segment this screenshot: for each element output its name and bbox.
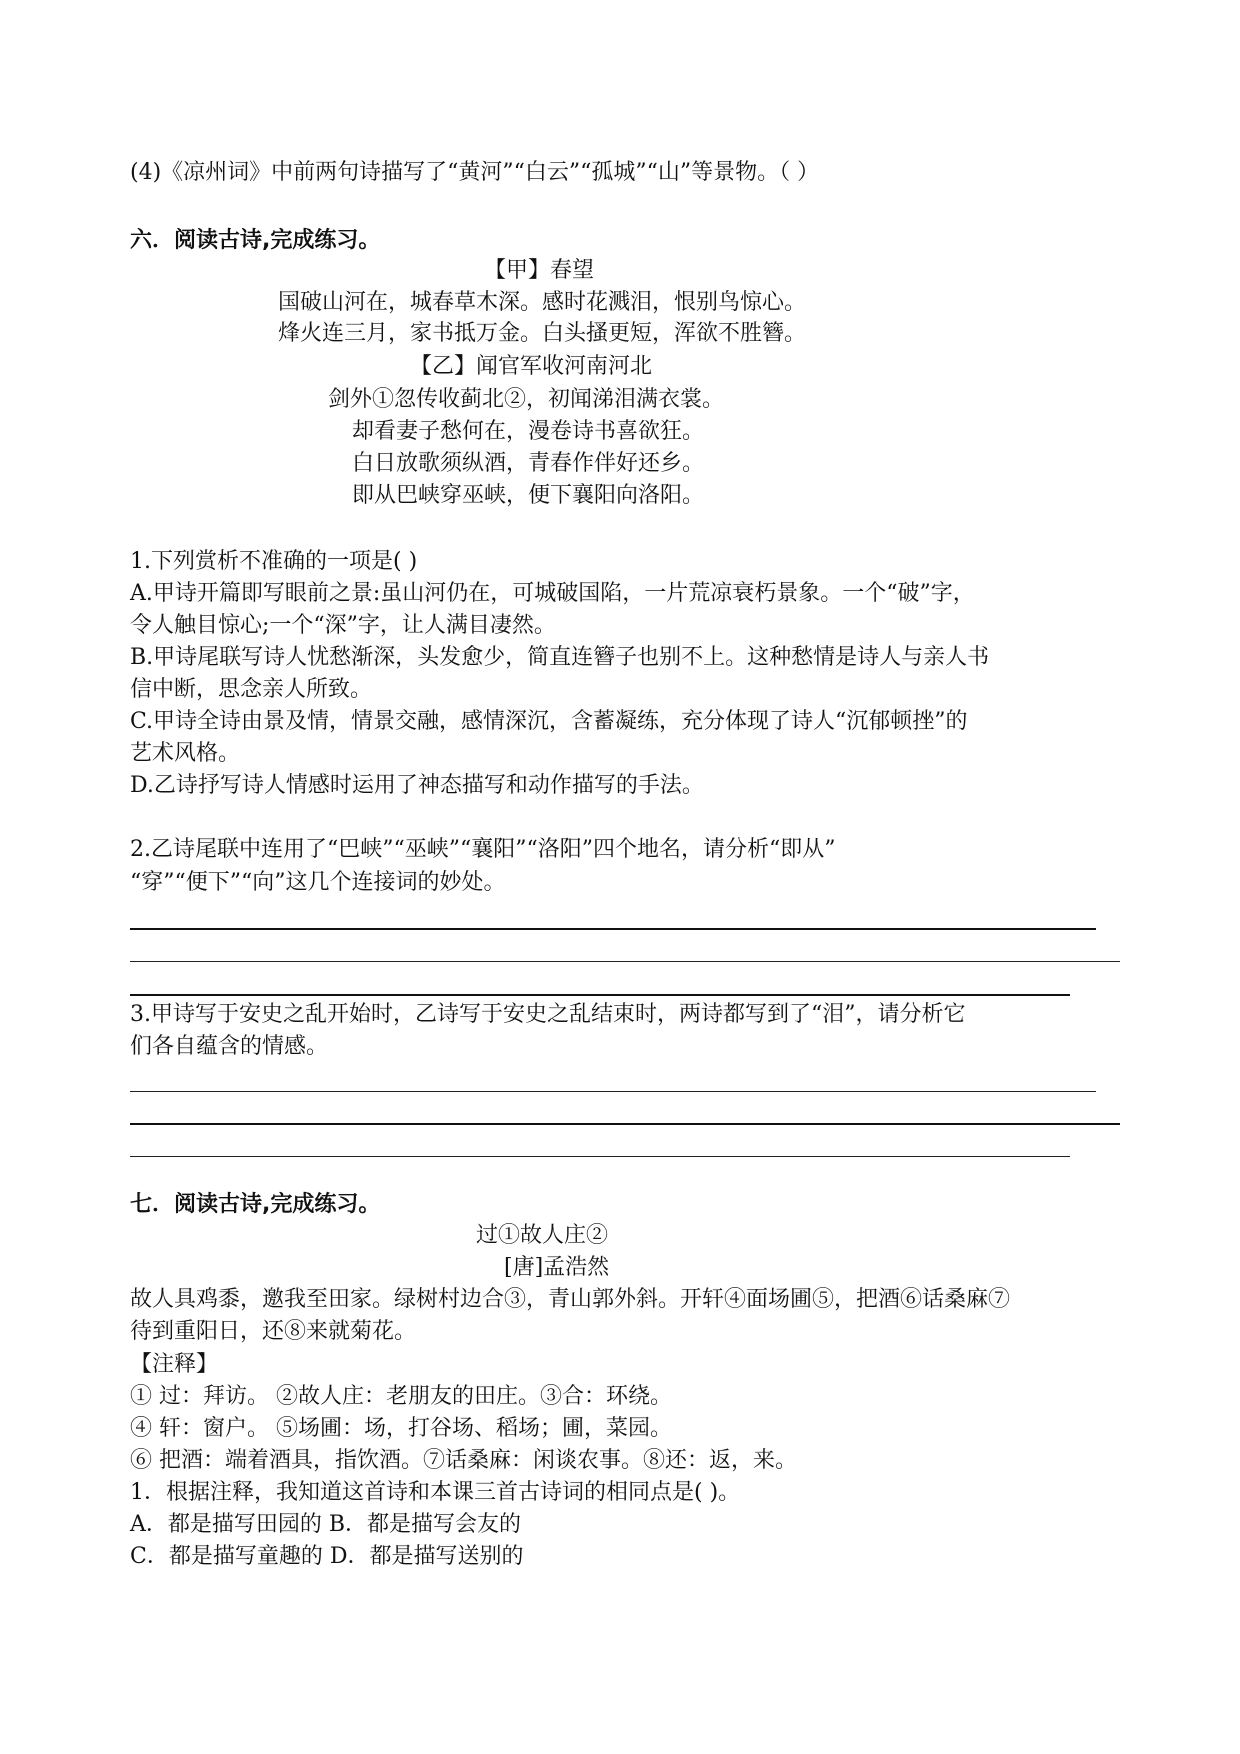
answer-line[interactable] [130, 994, 1070, 996]
answer-line[interactable] [130, 1156, 1070, 1157]
poem-b-line: 白日放歌须纵酒，青春作伴好还乡。 [352, 451, 705, 476]
question-1-stem: 1.下列赏析不准确的一项是( ) [130, 549, 418, 574]
answer-line[interactable] [130, 1091, 1096, 1092]
question-2-line: 2.乙诗尾联中连用了“巴峡”“巫峡”“襄阳”“洛阳”四个地名，请分析“即从” [130, 837, 836, 862]
poem-author: [唐]孟浩然 [504, 1255, 610, 1280]
question-1-option-line: 令人触目惊心;一个“深”字，让人满目凄然。 [130, 613, 556, 638]
poem-line: 故人具鸡黍，邀我至田家。绿树村边合③，青山郭外斜。开轩④面场圃⑤，把酒⑥话桑麻⑦ [130, 1287, 1011, 1312]
question-2-line: “穿”“便下”“向”这几个连接词的妙处。 [130, 870, 506, 895]
question-1-option-line: A.甲诗开篇即写眼前之景:虽山河仍在，可城破国陷，一片荒凉衰朽景象。一个“破”字， [130, 581, 975, 606]
answer-line[interactable] [130, 961, 1120, 962]
poem-line: 待到重阳日，还⑧来就菊花。 [130, 1319, 417, 1344]
question-1-stem: 1．根据注释，我知道这首诗和本课三首古诗词的相同点是( )。 [130, 1480, 741, 1505]
question-3-line: 3.甲诗写于安史之乱开始时，乙诗写于安史之乱结束时，两诗都写到了“泪”，请分析它 [130, 1002, 966, 1027]
poem-b-line: 却看妻子愁何在，漫卷诗书喜欲狂。 [352, 419, 705, 444]
question-4-line: (4)《凉州词》中前两句诗描写了“黄河”“白云”“孤城”“山”等景物。（ ） [130, 160, 820, 185]
question-1-option-line: 信中断，思念亲人所致。 [130, 677, 373, 702]
note-line: ⑥ 把酒：端着酒具，指饮酒。⑦话桑麻：闲谈农事。⑧还：返，来。 [130, 1448, 797, 1473]
question-3-line: 们各自蕴含的情感。 [130, 1034, 329, 1059]
poem-b-line: 剑外①忽传收蓟北②，初闻涕泪满衣裳。 [328, 387, 725, 412]
poem-b-line: 即从巴峡穿巫峡，便下襄阳向洛阳。 [352, 483, 705, 508]
answer-line[interactable] [130, 1123, 1120, 1125]
question-1-option-line: 艺术风格。 [130, 741, 241, 766]
section-6-heading: 六．阅读古诗,完成练习。 [130, 228, 381, 253]
question-1-option-line: D.乙诗抒写诗人情感时运用了神态描写和动作描写的手法。 [130, 773, 704, 798]
section-7-heading: 七．阅读古诗,完成练习。 [130, 1192, 381, 1217]
question-1-options: A．都是描写田园的 B．都是描写会友的 [130, 1512, 522, 1537]
notes-heading: 【注释】 [130, 1352, 219, 1377]
poem-title: 过①故人庄② [476, 1223, 609, 1248]
note-line: ④ 轩：窗户。 ⑤场圃：场，打谷场、稻场；圃，菜园。 [130, 1416, 672, 1441]
question-1-option-line: B.甲诗尾联写诗人忧愁渐深，头发愈少，简直连簪子也别不上。这种愁情是诗人与亲人书 [130, 645, 990, 670]
note-line: ① 过：拜访。 ②故人庄：老朋友的田庄。③合：环绕。 [130, 1384, 672, 1409]
poem-b-title: 【乙】闻官军收河南河北 [410, 354, 653, 379]
poem-a-line: 烽火连三月，家书抵万金。白头搔更短，浑欲不胜簪。 [278, 321, 807, 346]
question-1-options: C．都是描写童趣的 D．都是描写送别的 [130, 1544, 524, 1569]
question-1-option-line: C.甲诗全诗由景及情，情景交融，感情深沉，含蓄凝练，充分体现了诗人“沉郁顿挫”的 [130, 709, 968, 734]
poem-a-title: 【甲】春望 [484, 258, 595, 283]
poem-a-line: 国破山河在，城春草木深。感时花溅泪，恨别鸟惊心。 [278, 290, 807, 315]
answer-line[interactable] [130, 928, 1096, 930]
